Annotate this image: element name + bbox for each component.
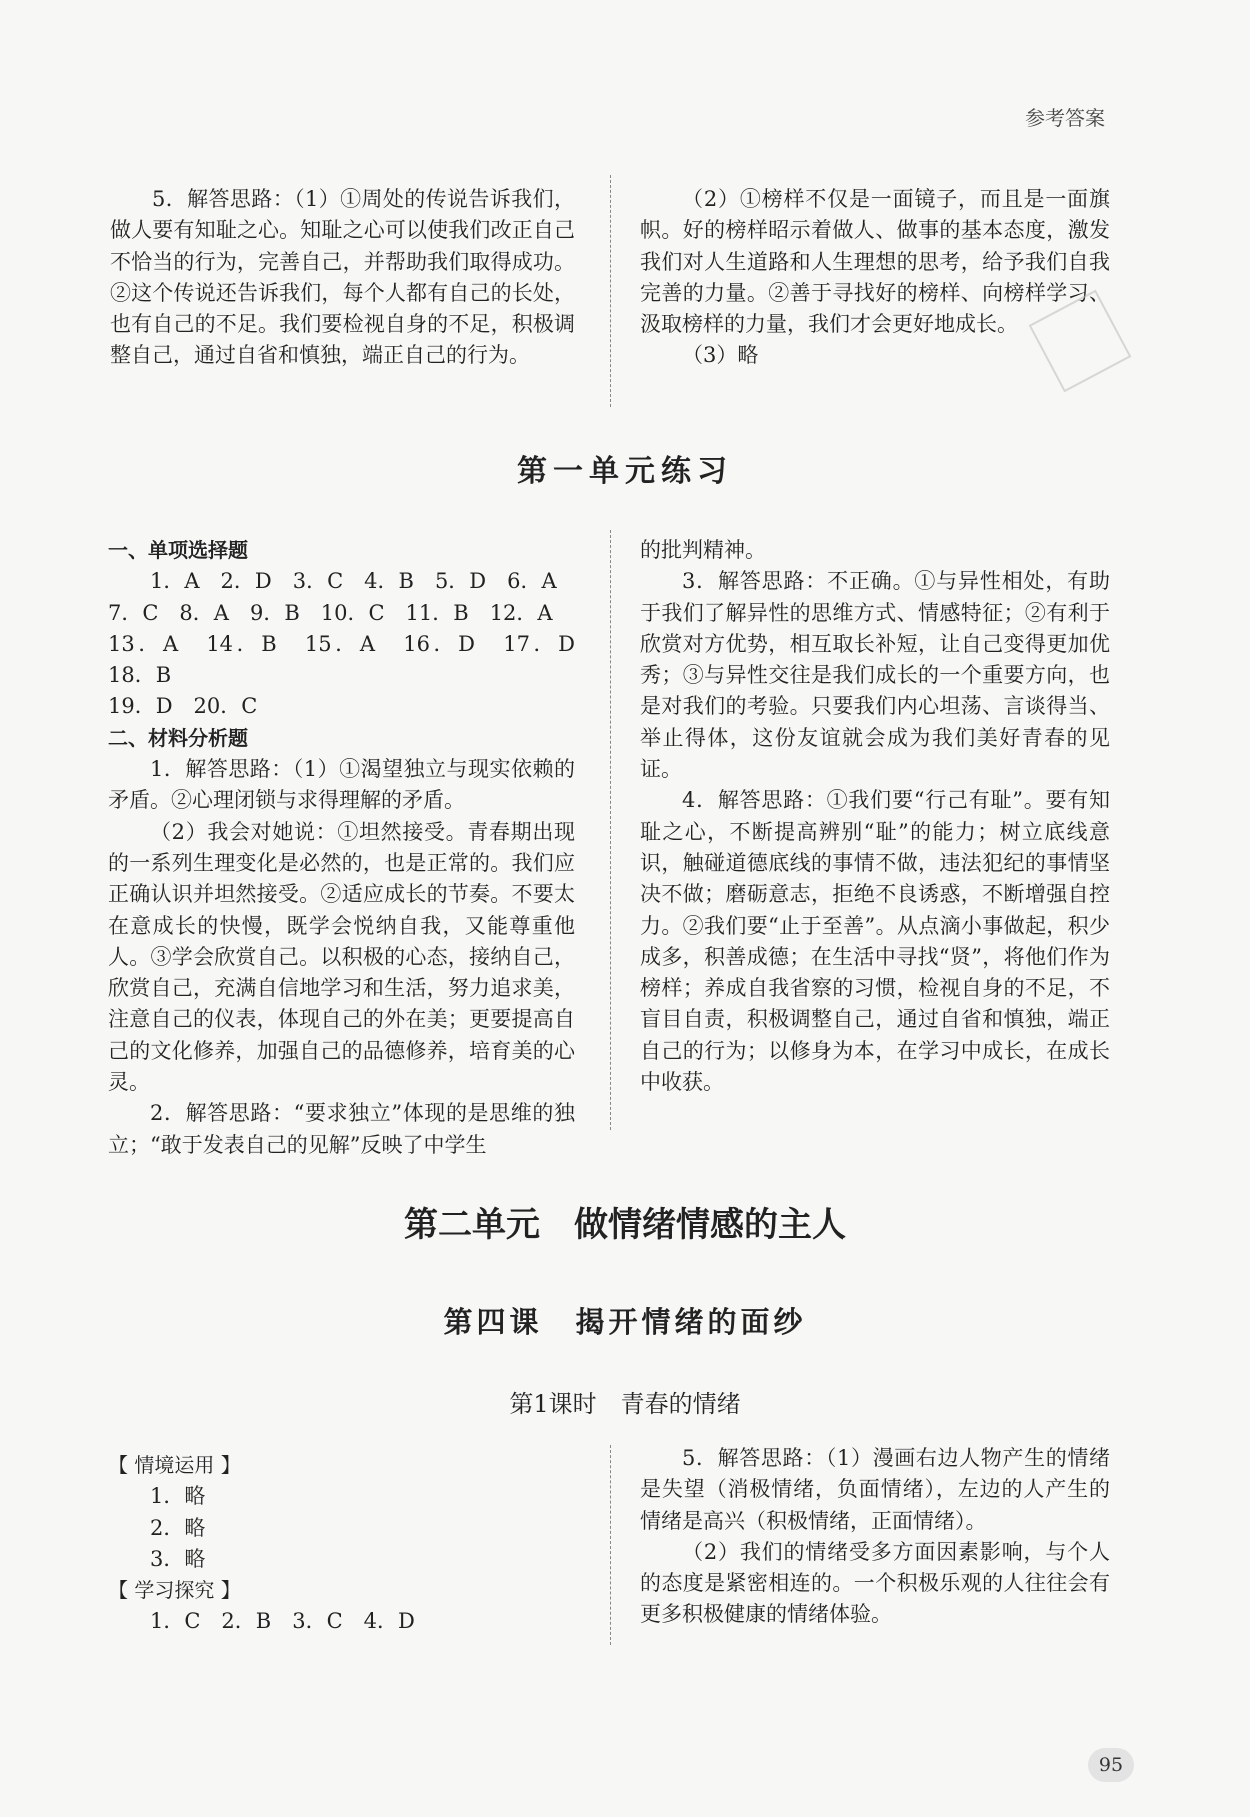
answer-5-2: （2）我们的情绪受多方面因素影响，与个人的态度是紧密相连的。一个积极乐观的人往往会有更多积极健康的情绪体验。 [640, 1539, 1110, 1627]
unit2-title: 第二单元 做情绪情感的主人 [404, 1205, 846, 1245]
page-number: 95 [1088, 1748, 1134, 1782]
situation-item: 3．略 [150, 1546, 206, 1571]
choice-answers-row: 13．A 14．B 15．A 16．D 17．D 18．B [108, 631, 596, 688]
answer-5-1: 5．解答思路：（1）漫画右边人物产生的情绪是失望（消极情绪，负面情绪），左边的人产生的情绪是高兴（积极情绪，正面情绪）。 [640, 1446, 1110, 1533]
analysis-answer-3: 3．解答思路：不正确。①与异性相处，有助于我们了解异性的思维方式、情感特征；②有利于欣赏对方优势，相互取长补短，让自己变得更加优秀；③与异性交往是我们成长的一个重要方向，也是对我们的考验。只要我们内心坦荡、言谈得当、举止得体，这份友谊就会成为我们美好青春的见证。 [640, 569, 1110, 782]
choice-answers-row: 1．A 2．D 3．C 4．B 5．D 6．A [150, 569, 557, 594]
analysis-answer-1-2: （2）我会对她说：①坦然接受。青春期出现的一系列生理变化是必然的，也是正常的。我们应正确认识并坦然接受。②适应成长的节奏。不要太在意成长的快慢，既学会悦纳自我，又能尊重他人。③学会欣赏自己。以积极的心态，接纳自己，欣赏自己，充满自信地学习和生活，努力追求美，注意自己的仪表，体现自己的外在美；更要提高自己的文化修养，加强自己的品德修养，培育美的心灵。 [108, 819, 575, 1095]
unit1-right-column [640, 535, 1110, 1098]
choice-answers-row: 7．C 8．A 9．B 10．C 11．B 12．A [108, 600, 553, 625]
answer-5-3-paragraph: （3）略 [682, 343, 759, 368]
section-material-analysis: 二、材料分析题 [108, 725, 248, 750]
answer-5-2-paragraph: （2）①榜样不仅是一面镜子，而且是一面旗帜。好的榜样昭示着做人、做事的基本态度，激发我们对人生道路和人生理想的思考，给予我们自我完善的力量。②善于寻找好的榜样、向榜样学习、汲取榜样的力量，我们才会更好地成长。 [640, 187, 1110, 337]
lesson-title: 第四课 揭开情绪的面纱 [443, 1305, 807, 1339]
tag-situation-application: 【 情境运用 】 [108, 1453, 241, 1477]
analysis-answer-2-cont: 的批判精神。 [640, 538, 766, 562]
top-left-column [110, 184, 575, 372]
bottom-left-column [108, 1450, 575, 1638]
page-header: 参考答案 [1025, 106, 1105, 130]
tag-learning-inquiry: 【 学习探究 】 [108, 1578, 241, 1603]
section-single-choice: 一、单项选择题 [108, 538, 248, 562]
column-divider [610, 175, 611, 407]
situation-item: 2．略 [150, 1515, 206, 1540]
analysis-answer-1: 1．解答思路：（1）①渴望独立与现实依赖的矛盾。②心理闭锁与求得理解的矛盾。 [108, 757, 575, 813]
column-divider [610, 1445, 611, 1645]
column-divider [610, 530, 611, 1130]
unit1-title: 第一单元练习 [517, 454, 733, 489]
answer-5-paragraph: 5．解答思路：（1）①周处的传说告诉我们，做人要有知耻之心。知耻之心可以使我们改正自己不恰当的行为，完善自己，并帮助我们取得成功。②这个传说还告诉我们，每个人都有自己的长处，也有自己的不足。我们要检视自身的不足，积极调整自己，通过自省和慎独，端正自己的行为。 [110, 187, 575, 368]
unit1-left-column [108, 535, 596, 1161]
period-title: 第1课时 青春的情绪 [509, 1390, 741, 1418]
bottom-right-column [640, 1443, 1110, 1631]
analysis-answer-4: 4．解答思路：①我们要“行己有耻”。要有知耻之心，不断提高辨别“耻”的能力；树立底线意识，触碰道德底线的事情不做，违法犯纪的事情坚决不做；磨砺意志，拒绝不良诱惑，不断增强自控力。②我们要“止于至善”。从点滴小事做起，积少成多，积善成德；在生活中寻找“贤”，将他们作为榜样；养成自我省察的习惯，检视自身的不足，不盲目自责，积极调整自己，通过自省和慎独，端正自己的行为；以修身为本，在学习中成长，在成长中收获。 [640, 788, 1110, 1095]
choice-answers-row: 19．D 20．C [108, 694, 258, 719]
inquiry-answers: 1．C 2．B 3．C 4．D [150, 1609, 415, 1634]
analysis-answer-2: 2．解答思路：“要求独立”体现的是思维的独立；“敢于发表自己的见解”反映了中学生 [108, 1101, 575, 1157]
situation-item: 1．略 [150, 1484, 206, 1509]
